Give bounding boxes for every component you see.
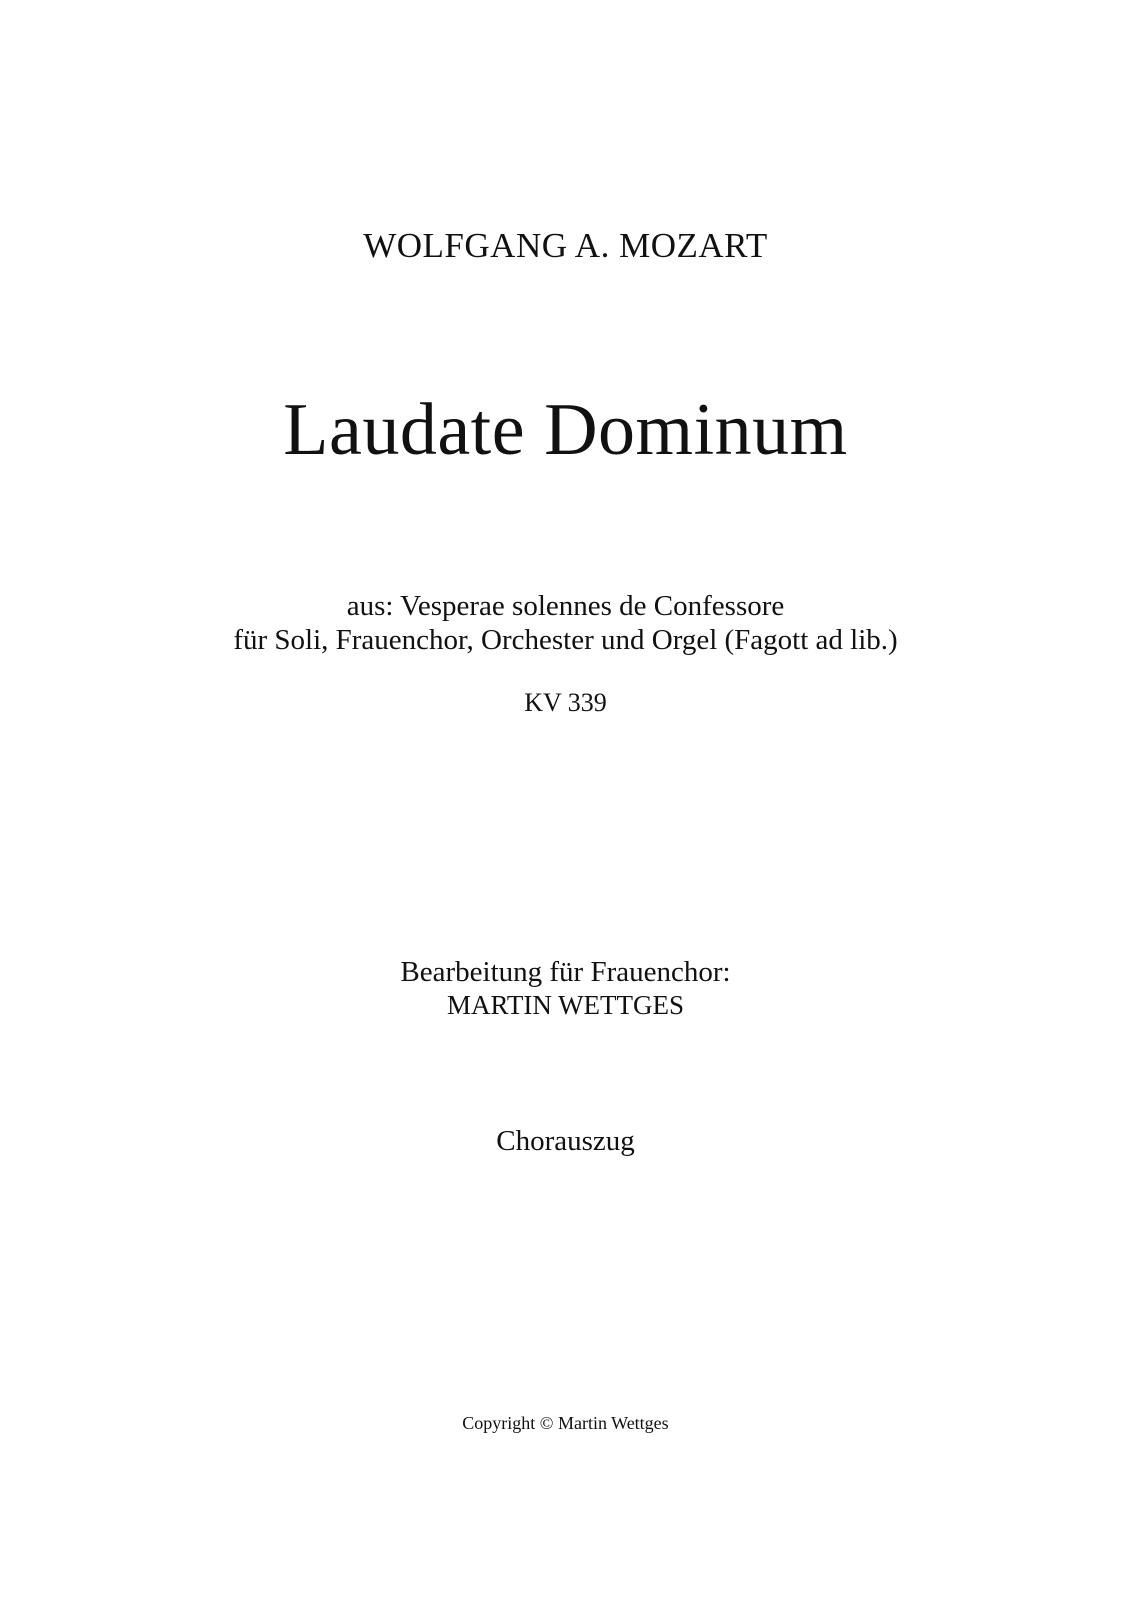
catalog-number: KV 339 — [524, 688, 607, 717]
arrangement-label: Bearbeitung für Frauenchor: — [400, 956, 731, 988]
work-title: Laudate Dominum — [283, 389, 848, 471]
edition-type: Chorauszug — [496, 1125, 635, 1157]
source-line-2: für Soli, Frauenchor, Orchester und Orgel (Fagott ad lib.) — [233, 624, 898, 656]
copyright-notice: Copyright © Martin Wettges — [462, 1413, 669, 1433]
source-line-1: aus: Vesperae solennes de Confessore — [346, 590, 785, 622]
composer-name: WOLFGANG A. MOZART — [363, 226, 768, 265]
arranger-name: MARTIN WETTGES — [446, 990, 685, 1020]
